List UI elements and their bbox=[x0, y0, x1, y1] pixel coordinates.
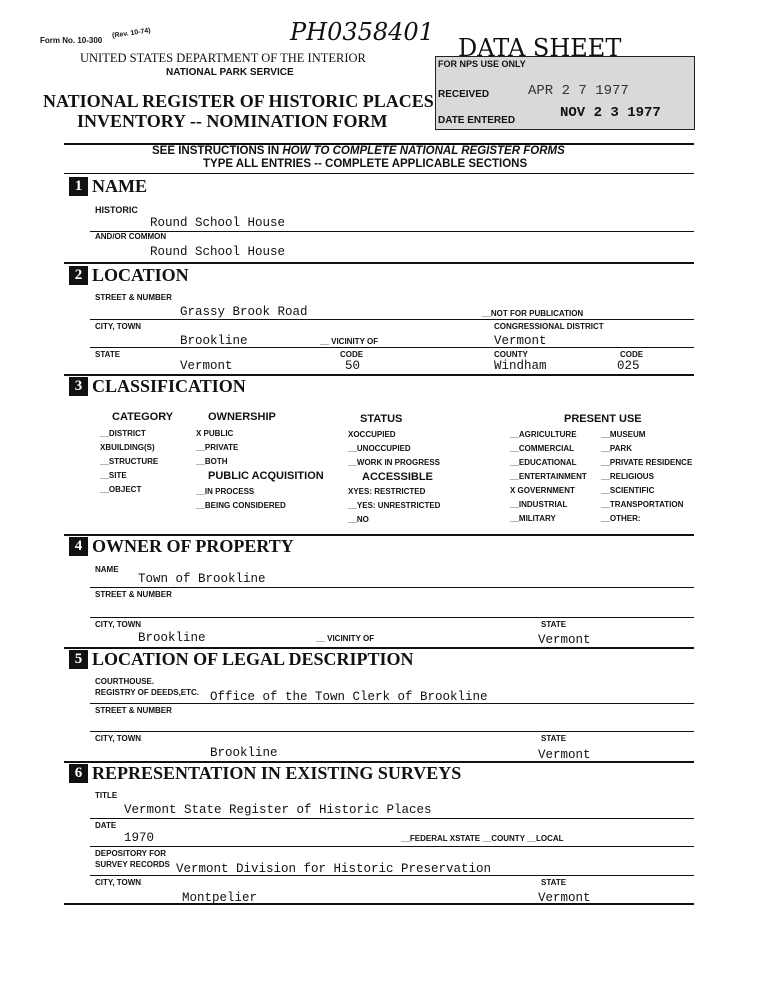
owner-state-label: STATE bbox=[541, 620, 567, 629]
present-use-option: __RELIGIOUS bbox=[601, 472, 654, 481]
status-option: XOCCUPIED bbox=[348, 430, 396, 439]
legal-state-value: Vermont bbox=[538, 748, 591, 762]
instructions-rule bbox=[64, 173, 694, 174]
present-use-option: X GOVERNMENT bbox=[510, 486, 575, 495]
present-use-option: __AGRICULTURE bbox=[510, 430, 577, 439]
status-option: __WORK IN PROGRESS bbox=[348, 458, 441, 467]
courthouse-label: COURTHOUSE. bbox=[95, 677, 155, 686]
survey-level-options: __FEDERAL XSTATE __COUNTY __LOCAL bbox=[401, 834, 564, 843]
ownership-option: X PUBLIC bbox=[196, 429, 234, 438]
not-for-publication-option: __NOT FOR PUBLICATION bbox=[482, 309, 584, 318]
date-entered-stamp: NOV 2 3 1977 bbox=[560, 105, 661, 121]
state-code-value: 50 bbox=[345, 359, 361, 373]
present-use-option: __OTHER: bbox=[601, 514, 641, 523]
form-number: Form No. 10-300 bbox=[40, 36, 103, 45]
survey-title-value: Vermont State Register of Historic Places bbox=[124, 803, 432, 817]
field-rule bbox=[90, 703, 694, 704]
field-rule bbox=[90, 731, 694, 732]
county-value: Windham bbox=[494, 359, 547, 373]
section-number: 2 bbox=[69, 266, 88, 285]
present-use-option: __INDUSTRIAL bbox=[510, 500, 568, 509]
owner-city-label: CITY, TOWN bbox=[95, 620, 142, 629]
survey-city-label: CITY, TOWN bbox=[95, 878, 142, 887]
section-title: LOCATION OF LEGAL DESCRIPTION bbox=[92, 649, 414, 669]
present-use-option: __EDUCATIONAL bbox=[510, 458, 577, 467]
depository-value: Vermont Division for Historic Preservation bbox=[176, 862, 492, 876]
nps-use-label: FOR NPS USE ONLY bbox=[438, 59, 526, 69]
city-value: Brookline bbox=[180, 334, 248, 348]
county-code-label: CODE bbox=[620, 350, 644, 359]
depository-label-line2: SURVEY RECORDS bbox=[95, 860, 170, 869]
owner-street-label: STREET & NUMBER bbox=[95, 590, 172, 599]
county-code-value: 025 bbox=[617, 359, 640, 373]
present-use-option: __SCIENTIFIC bbox=[601, 486, 655, 495]
street-value: Grassy Brook Road bbox=[180, 305, 308, 319]
ownership-option: __BOTH bbox=[196, 457, 228, 466]
field-rule bbox=[90, 875, 694, 876]
category-option: __STRUCTURE bbox=[100, 457, 159, 466]
present-use-option: __COMMERCIAL bbox=[510, 444, 575, 453]
form-title-line2: INVENTORY -- NOMINATION FORM bbox=[77, 111, 388, 131]
legal-city-value: Brookline bbox=[210, 746, 278, 760]
category-heading: CATEGORY bbox=[112, 411, 174, 423]
congressional-district-label: CONGRESSIONAL DISTRICT bbox=[494, 322, 604, 331]
present-use-option: __MUSEUM bbox=[601, 430, 646, 439]
depository-label-line1: DEPOSITORY FOR bbox=[95, 849, 166, 858]
section-rule bbox=[64, 262, 694, 264]
date-entered-label: DATE ENTERED bbox=[438, 115, 516, 126]
category-option: __SITE bbox=[100, 471, 127, 480]
accessible-option: __YES: UNRESTRICTED bbox=[348, 501, 441, 510]
historic-name-value: Round School House bbox=[150, 216, 286, 230]
ownership-heading: OWNERSHIP bbox=[208, 411, 276, 423]
historic-label: HISTORIC bbox=[95, 205, 138, 215]
registry-label: REGISTRY OF DEEDS,ETC. bbox=[95, 688, 200, 697]
category-options bbox=[100, 429, 158, 499]
state-value: Vermont bbox=[180, 359, 233, 373]
form-title-line1: NATIONAL REGISTER OF HISTORIC PLACES bbox=[43, 91, 434, 111]
section-number: 1 bbox=[69, 177, 88, 196]
congressional-district-value: Vermont bbox=[494, 334, 547, 348]
registry-value: Office of the Town Clerk of Brookline bbox=[210, 690, 488, 704]
present-use-heading: PRESENT USE bbox=[564, 413, 642, 425]
street-label: STREET & NUMBER bbox=[95, 293, 172, 302]
common-name-value: Round School House bbox=[150, 245, 286, 259]
agency-name: NATIONAL PARK SERVICE bbox=[166, 67, 294, 78]
category-option: __DISTRICT bbox=[100, 429, 146, 438]
legal-street-label: STREET & NUMBER bbox=[95, 706, 172, 715]
present-use-option: __PARK bbox=[601, 444, 632, 453]
ownership-option: __PRIVATE bbox=[196, 443, 239, 452]
present-use-options-left bbox=[510, 430, 587, 528]
survey-date-label: DATE bbox=[95, 821, 117, 830]
accessible-heading: ACCESSIBLE bbox=[362, 471, 433, 483]
city-label: CITY, TOWN bbox=[95, 322, 142, 331]
section-title: OWNER OF PROPERTY bbox=[92, 536, 294, 556]
acquisition-options bbox=[196, 487, 286, 515]
instructions-emphasis: HOW TO COMPLETE NATIONAL REGISTER FORMS bbox=[282, 145, 565, 157]
owner-name-value: Town of Brookline bbox=[138, 572, 266, 586]
owner-state-value: Vermont bbox=[538, 633, 591, 647]
present-use-option: __TRANSPORTATION bbox=[601, 500, 684, 509]
field-rule bbox=[90, 846, 694, 847]
instructions-line2: TYPE ALL ENTRIES -- COMPLETE APPLICABLE SECTIONS bbox=[203, 158, 528, 170]
state-code-label: CODE bbox=[340, 350, 364, 359]
received-label: RECEIVED bbox=[438, 89, 490, 100]
section-number: 6 bbox=[69, 764, 88, 783]
section-number: 4 bbox=[69, 537, 88, 556]
owner-vicinity-option: __ VICINITY OF bbox=[316, 634, 375, 643]
accessible-option: XYES: RESTRICTED bbox=[348, 487, 426, 496]
status-option: __UNOCCUPIED bbox=[348, 444, 411, 453]
received-date-stamp: APR 2 7 1977 bbox=[528, 83, 629, 99]
owner-city-value: Brookline bbox=[138, 631, 206, 645]
nps-use-box bbox=[435, 56, 695, 130]
present-use-options-right bbox=[601, 430, 692, 528]
survey-title-label: TITLE bbox=[95, 791, 118, 800]
acquisition-option: __BEING CONSIDERED bbox=[196, 501, 286, 510]
section-title: CLASSIFICATION bbox=[92, 376, 246, 396]
owner-name-label: NAME bbox=[95, 565, 119, 574]
data-sheet-stamp: DATA SHEET bbox=[458, 34, 622, 62]
field-rule bbox=[90, 319, 694, 320]
section-title: LOCATION bbox=[92, 265, 189, 285]
present-use-option: __PRIVATE RESIDENCE bbox=[601, 458, 693, 467]
legal-city-label: CITY, TOWN bbox=[95, 734, 142, 743]
field-rule bbox=[90, 587, 694, 588]
legal-state-label: STATE bbox=[541, 734, 567, 743]
survey-date-value: 1970 bbox=[124, 831, 155, 845]
field-rule bbox=[90, 231, 694, 232]
field-rule bbox=[90, 347, 694, 348]
instructions-line1 bbox=[152, 145, 565, 157]
survey-city-value: Montpelier bbox=[182, 891, 258, 905]
section-title: NAME bbox=[92, 176, 147, 196]
accessible-options bbox=[348, 487, 440, 529]
common-name-label: AND/OR COMMON bbox=[95, 232, 167, 241]
ownership-options bbox=[196, 429, 238, 471]
accessible-option: __NO bbox=[348, 515, 369, 524]
field-rule bbox=[90, 818, 694, 819]
acquisition-option: __IN PROCESS bbox=[196, 487, 255, 496]
category-option: XBUILDING(S) bbox=[100, 443, 155, 452]
survey-state-label: STATE bbox=[541, 878, 567, 887]
field-rule bbox=[90, 617, 694, 618]
present-use-option: __MILITARY bbox=[510, 514, 556, 523]
section-number: 3 bbox=[69, 377, 88, 396]
vicinity-option: __ VICINITY OF bbox=[320, 337, 379, 346]
status-options bbox=[348, 430, 440, 472]
section-title: REPRESENTATION IN EXISTING SURVEYS bbox=[92, 763, 462, 783]
category-option: __OBJECT bbox=[100, 485, 142, 494]
department-name: UNITED STATES DEPARTMENT OF THE INTERIOR bbox=[80, 51, 366, 65]
public-acquisition-heading: PUBLIC ACQUISITION bbox=[208, 470, 324, 482]
present-use-option: __ENTERTAINMENT bbox=[510, 472, 587, 481]
instructions-prefix: SEE INSTRUCTIONS IN bbox=[152, 145, 283, 157]
section-number: 5 bbox=[69, 650, 88, 669]
status-heading: STATUS bbox=[360, 413, 403, 425]
survey-state-value: Vermont bbox=[538, 891, 591, 905]
county-label: COUNTY bbox=[494, 350, 528, 359]
state-label: STATE bbox=[95, 350, 121, 359]
handwritten-reference-number: PH0358401 bbox=[290, 18, 434, 46]
form-revision: (Rev. 10-74) bbox=[111, 27, 152, 40]
section-rule bbox=[64, 903, 694, 905]
